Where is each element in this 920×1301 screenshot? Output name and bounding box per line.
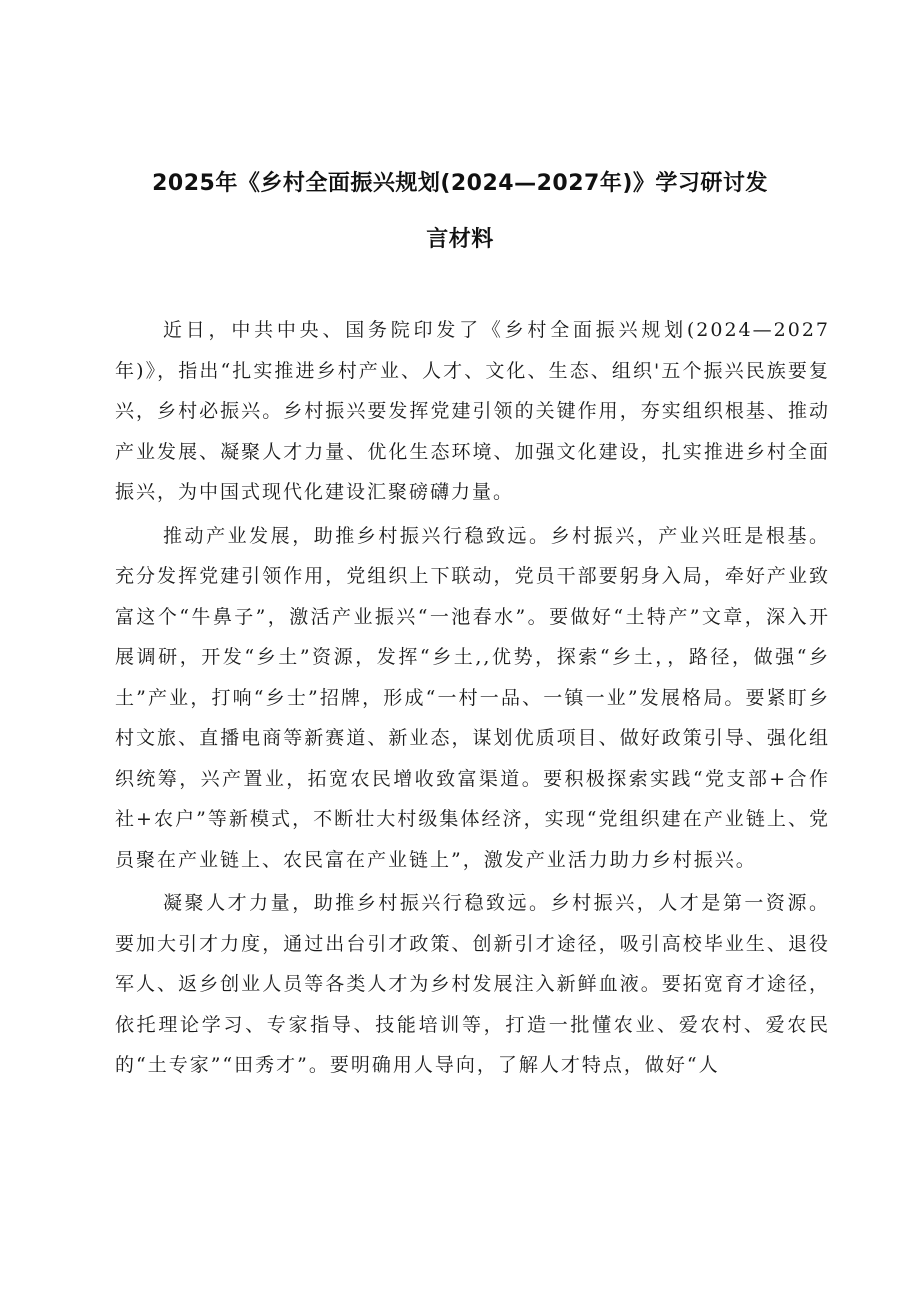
document-title-line-1: 2025年《乡村全面振兴规划(2024—2027年)》学习研讨发 — [152, 171, 768, 196]
document-body — [115, 310, 830, 1086]
paragraph-intro: 近日，中共中央、国务院印发了《乡村全面振兴规划(2024—2027年)》，指出“扎实推进乡村产业、人才、文化、生态、组织'五个振兴民族要复兴，乡村必振兴。乡村振兴要发挥党建引领的关键作用，夯实组织根基、推动产业发展、凝聚人才力量、优化生态环境、加强文化建设，扎实推进乡村全面振兴，为中国式现代化建设汇聚磅礴力量。 — [115, 319, 830, 503]
document-title-line-2: 言材料 — [426, 227, 494, 252]
paragraph-industry: 推动产业发展，助推乡村振兴行稳致远。乡村振兴，产业兴旺是根基。充分发挥党建引领作用，党组织上下联动，党员干部要躬身入局，牵好产业致富这个“牛鼻子”，激活产业振兴“一池春水”。要做好“土特产”文章，深入开展调研，开发“乡土”资源，发挥“乡土,,优势，探索“乡土，，路径，做强“乡土”产业，打响“乡士”招牌，形成“一村一品、一镇一业”发展格局。要紧盯乡村文旅、直播电商等新赛道、新业态，谋划优质项目、做好政策引导、强化组织统筹，兴产置业，拓宽农民增收致富渠道。要积极探索实践“党支部+合作社+农户”等新模式，不断壮大村级集体经济，实现“党组织建在产业链上、党员聚在产业链上、农民富在产业链上”，激发产业活力助力乡村振兴。 — [115, 524, 830, 871]
paragraph-talent: 凝聚人才力量，助推乡村振兴行稳致远。乡村振兴，人才是第一资源。要加大引才力度，通过出台引才政策、创新引才途径，吸引高校毕业生、退役军人、返乡创业人员等各类人才为乡村发展注入新鲜血液。要拓宽育才途径，依托理论学习、专家指导、技能培训等，打造一批懂农业、爱农村、爱农民的“土专家”“田秀才”。要明确用人导向，了解人才特点，做好“人 — [115, 892, 830, 1076]
